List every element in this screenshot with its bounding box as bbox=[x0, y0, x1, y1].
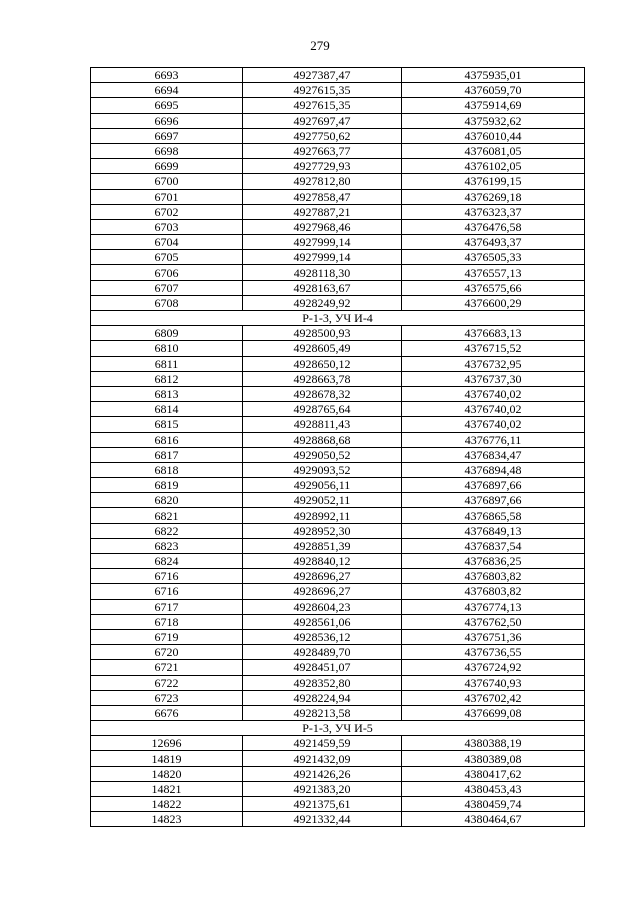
point-number: 6812 bbox=[91, 371, 243, 386]
y-coordinate: 4376737,30 bbox=[402, 371, 585, 386]
y-coordinate: 4376323,37 bbox=[402, 204, 585, 219]
point-number: 6705 bbox=[91, 250, 243, 265]
point-number: 6699 bbox=[91, 159, 243, 174]
y-coordinate: 4376699,08 bbox=[402, 705, 585, 720]
table-row bbox=[91, 68, 585, 83]
y-coordinate: 4376740,02 bbox=[402, 386, 585, 401]
point-number: 6717 bbox=[91, 599, 243, 614]
y-coordinate: 4376600,29 bbox=[402, 295, 585, 310]
x-coordinate: 4921332,44 bbox=[243, 812, 402, 827]
x-coordinate: 4927697,47 bbox=[243, 113, 402, 128]
y-coordinate: 4376557,13 bbox=[402, 265, 585, 280]
table-row bbox=[91, 417, 585, 432]
y-coordinate: 4380417,62 bbox=[402, 766, 585, 781]
x-coordinate: 4928840,12 bbox=[243, 554, 402, 569]
x-coordinate: 4927999,14 bbox=[243, 250, 402, 265]
x-coordinate: 4928536,12 bbox=[243, 629, 402, 644]
table-row bbox=[91, 432, 585, 447]
y-coordinate: 4376575,66 bbox=[402, 280, 585, 295]
table-row bbox=[91, 629, 585, 644]
y-coordinate: 4380459,74 bbox=[402, 797, 585, 812]
point-number: 6701 bbox=[91, 189, 243, 204]
table-row bbox=[91, 250, 585, 265]
point-number: 6824 bbox=[91, 554, 243, 569]
point-number: 6700 bbox=[91, 174, 243, 189]
table-row bbox=[91, 341, 585, 356]
x-coordinate: 4928249,92 bbox=[243, 295, 402, 310]
x-coordinate: 4921432,09 bbox=[243, 751, 402, 766]
table-row bbox=[91, 219, 585, 234]
section-title: Р-1-3, УЧ И-5 bbox=[91, 721, 585, 736]
table-row bbox=[91, 159, 585, 174]
table-row bbox=[91, 751, 585, 766]
table-row bbox=[91, 128, 585, 143]
x-coordinate: 4928678,32 bbox=[243, 386, 402, 401]
table-row bbox=[91, 83, 585, 98]
point-number: 6819 bbox=[91, 478, 243, 493]
y-coordinate: 4376505,33 bbox=[402, 250, 585, 265]
x-coordinate: 4921459,59 bbox=[243, 736, 402, 751]
point-number: 14820 bbox=[91, 766, 243, 781]
y-coordinate: 4380464,67 bbox=[402, 812, 585, 827]
x-coordinate: 4927387,47 bbox=[243, 68, 402, 83]
y-coordinate: 4380389,08 bbox=[402, 751, 585, 766]
section-title: Р-1-3, УЧ И-4 bbox=[91, 311, 585, 326]
table-row bbox=[91, 113, 585, 128]
point-number: 6722 bbox=[91, 675, 243, 690]
y-coordinate: 4376849,13 bbox=[402, 523, 585, 538]
x-coordinate: 4928811,43 bbox=[243, 417, 402, 432]
y-coordinate: 4376740,02 bbox=[402, 402, 585, 417]
section-header-row bbox=[91, 311, 585, 326]
x-coordinate: 4928765,64 bbox=[243, 402, 402, 417]
x-coordinate: 4927999,14 bbox=[243, 235, 402, 250]
x-coordinate: 4927663,77 bbox=[243, 143, 402, 158]
point-number: 6821 bbox=[91, 508, 243, 523]
y-coordinate: 4376081,05 bbox=[402, 143, 585, 158]
point-number: 6697 bbox=[91, 128, 243, 143]
point-number: 6814 bbox=[91, 402, 243, 417]
y-coordinate: 4376102,05 bbox=[402, 159, 585, 174]
point-number: 6723 bbox=[91, 690, 243, 705]
point-number: 14819 bbox=[91, 751, 243, 766]
table-body bbox=[91, 68, 585, 827]
x-coordinate: 4928118,30 bbox=[243, 265, 402, 280]
table-row bbox=[91, 690, 585, 705]
y-coordinate: 4380453,43 bbox=[402, 781, 585, 796]
x-coordinate: 4928605,49 bbox=[243, 341, 402, 356]
x-coordinate: 4927615,35 bbox=[243, 98, 402, 113]
y-coordinate: 4380388,19 bbox=[402, 736, 585, 751]
point-number: 14822 bbox=[91, 797, 243, 812]
point-number: 6698 bbox=[91, 143, 243, 158]
y-coordinate: 4376776,11 bbox=[402, 432, 585, 447]
x-coordinate: 4921426,26 bbox=[243, 766, 402, 781]
x-coordinate: 4929052,11 bbox=[243, 493, 402, 508]
y-coordinate: 4376803,82 bbox=[402, 584, 585, 599]
y-coordinate: 4376493,37 bbox=[402, 235, 585, 250]
y-coordinate: 4376751,36 bbox=[402, 629, 585, 644]
x-coordinate: 4927729,93 bbox=[243, 159, 402, 174]
y-coordinate: 4376199,15 bbox=[402, 174, 585, 189]
y-coordinate: 4376897,66 bbox=[402, 478, 585, 493]
point-number: 6818 bbox=[91, 462, 243, 477]
table-row bbox=[91, 508, 585, 523]
point-number: 6815 bbox=[91, 417, 243, 432]
point-number: 6813 bbox=[91, 386, 243, 401]
table-row bbox=[91, 265, 585, 280]
point-number: 6704 bbox=[91, 235, 243, 250]
point-number: 6676 bbox=[91, 705, 243, 720]
x-coordinate: 4921383,20 bbox=[243, 781, 402, 796]
point-number: 6716 bbox=[91, 584, 243, 599]
table-row bbox=[91, 98, 585, 113]
y-coordinate: 4376732,95 bbox=[402, 356, 585, 371]
point-number: 6716 bbox=[91, 569, 243, 584]
point-number: 12696 bbox=[91, 736, 243, 751]
table-row bbox=[91, 554, 585, 569]
x-coordinate: 4928650,12 bbox=[243, 356, 402, 371]
point-number: 6707 bbox=[91, 280, 243, 295]
x-coordinate: 4929050,52 bbox=[243, 447, 402, 462]
point-number: 6809 bbox=[91, 326, 243, 341]
x-coordinate: 4928696,27 bbox=[243, 584, 402, 599]
x-coordinate: 4927968,46 bbox=[243, 219, 402, 234]
table-row bbox=[91, 781, 585, 796]
y-coordinate: 4376059,70 bbox=[402, 83, 585, 98]
point-number: 6817 bbox=[91, 447, 243, 462]
table-row bbox=[91, 705, 585, 720]
table-row bbox=[91, 295, 585, 310]
table-row bbox=[91, 675, 585, 690]
x-coordinate: 4928604,23 bbox=[243, 599, 402, 614]
table-row bbox=[91, 402, 585, 417]
x-coordinate: 4927615,35 bbox=[243, 83, 402, 98]
point-number: 6816 bbox=[91, 432, 243, 447]
y-coordinate: 4376736,55 bbox=[402, 645, 585, 660]
x-coordinate: 4927812,80 bbox=[243, 174, 402, 189]
point-number: 6718 bbox=[91, 614, 243, 629]
table-row bbox=[91, 660, 585, 675]
table-row bbox=[91, 797, 585, 812]
y-coordinate: 4376724,92 bbox=[402, 660, 585, 675]
table-row bbox=[91, 280, 585, 295]
coordinates-table bbox=[90, 67, 585, 827]
x-coordinate: 4928352,80 bbox=[243, 675, 402, 690]
y-coordinate: 4376836,25 bbox=[402, 554, 585, 569]
point-number: 6703 bbox=[91, 219, 243, 234]
table-row bbox=[91, 736, 585, 751]
point-number: 6811 bbox=[91, 356, 243, 371]
y-coordinate: 4376897,66 bbox=[402, 493, 585, 508]
y-coordinate: 4376702,42 bbox=[402, 690, 585, 705]
y-coordinate: 4376803,82 bbox=[402, 569, 585, 584]
x-coordinate: 4928696,27 bbox=[243, 569, 402, 584]
x-coordinate: 4928952,30 bbox=[243, 523, 402, 538]
point-number: 6706 bbox=[91, 265, 243, 280]
table-row bbox=[91, 523, 585, 538]
point-number: 6720 bbox=[91, 645, 243, 660]
table-row bbox=[91, 386, 585, 401]
x-coordinate: 4921375,61 bbox=[243, 797, 402, 812]
y-coordinate: 4375914,69 bbox=[402, 98, 585, 113]
point-number: 6696 bbox=[91, 113, 243, 128]
point-number: 6810 bbox=[91, 341, 243, 356]
x-coordinate: 4927858,47 bbox=[243, 189, 402, 204]
y-coordinate: 4376774,13 bbox=[402, 599, 585, 614]
y-coordinate: 4376740,02 bbox=[402, 417, 585, 432]
table-row bbox=[91, 493, 585, 508]
point-number: 6820 bbox=[91, 493, 243, 508]
x-coordinate: 4927887,21 bbox=[243, 204, 402, 219]
y-coordinate: 4376865,58 bbox=[402, 508, 585, 523]
x-coordinate: 4928663,78 bbox=[243, 371, 402, 386]
x-coordinate: 4928992,11 bbox=[243, 508, 402, 523]
table-row bbox=[91, 356, 585, 371]
x-coordinate: 4928163,67 bbox=[243, 280, 402, 295]
section-header-row bbox=[91, 721, 585, 736]
table-row bbox=[91, 569, 585, 584]
x-coordinate: 4928868,68 bbox=[243, 432, 402, 447]
x-coordinate: 4928213,58 bbox=[243, 705, 402, 720]
table-row bbox=[91, 812, 585, 827]
x-coordinate: 4928851,39 bbox=[243, 538, 402, 553]
point-number: 14821 bbox=[91, 781, 243, 796]
x-coordinate: 4929056,11 bbox=[243, 478, 402, 493]
y-coordinate: 4376740,93 bbox=[402, 675, 585, 690]
y-coordinate: 4376834,47 bbox=[402, 447, 585, 462]
table-row bbox=[91, 478, 585, 493]
y-coordinate: 4376269,18 bbox=[402, 189, 585, 204]
y-coordinate: 4376715,52 bbox=[402, 341, 585, 356]
y-coordinate: 4376837,54 bbox=[402, 538, 585, 553]
point-number: 6719 bbox=[91, 629, 243, 644]
point-number: 6823 bbox=[91, 538, 243, 553]
y-coordinate: 4375935,01 bbox=[402, 68, 585, 83]
x-coordinate: 4928224,94 bbox=[243, 690, 402, 705]
table-row bbox=[91, 614, 585, 629]
y-coordinate: 4376762,50 bbox=[402, 614, 585, 629]
table-row bbox=[91, 538, 585, 553]
x-coordinate: 4928451,07 bbox=[243, 660, 402, 675]
point-number: 6693 bbox=[91, 68, 243, 83]
table-row bbox=[91, 645, 585, 660]
y-coordinate: 4376476,58 bbox=[402, 219, 585, 234]
y-coordinate: 4376010,44 bbox=[402, 128, 585, 143]
table-row bbox=[91, 235, 585, 250]
page-number: 279 bbox=[310, 38, 330, 53]
x-coordinate: 4929093,52 bbox=[243, 462, 402, 477]
y-coordinate: 4375932,62 bbox=[402, 113, 585, 128]
table-row bbox=[91, 143, 585, 158]
y-coordinate: 4376894,48 bbox=[402, 462, 585, 477]
table-row bbox=[91, 371, 585, 386]
x-coordinate: 4928489,70 bbox=[243, 645, 402, 660]
point-number: 6695 bbox=[91, 98, 243, 113]
table-row bbox=[91, 766, 585, 781]
point-number: 6694 bbox=[91, 83, 243, 98]
table-row bbox=[91, 189, 585, 204]
point-number: 14823 bbox=[91, 812, 243, 827]
table-row bbox=[91, 584, 585, 599]
point-number: 6721 bbox=[91, 660, 243, 675]
x-coordinate: 4928500,93 bbox=[243, 326, 402, 341]
x-coordinate: 4928561,06 bbox=[243, 614, 402, 629]
x-coordinate: 4927750,62 bbox=[243, 128, 402, 143]
table-row bbox=[91, 174, 585, 189]
y-coordinate: 4376683,13 bbox=[402, 326, 585, 341]
table-row bbox=[91, 326, 585, 341]
point-number: 6822 bbox=[91, 523, 243, 538]
table-row bbox=[91, 447, 585, 462]
point-number: 6708 bbox=[91, 295, 243, 310]
table-row bbox=[91, 204, 585, 219]
table-row bbox=[91, 462, 585, 477]
point-number: 6702 bbox=[91, 204, 243, 219]
table-row bbox=[91, 599, 585, 614]
